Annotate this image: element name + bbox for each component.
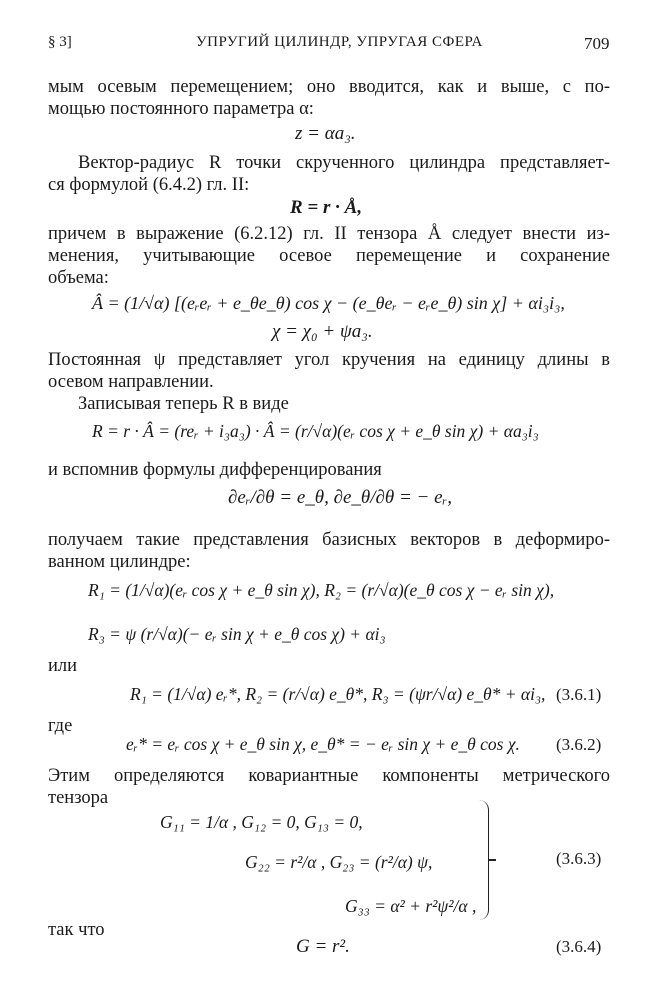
equation-3-6-4: G = r². [296, 936, 350, 957]
equation-3-6-3-row1: G₁₁ = 1/α , G₁₂ = 0, G₁₃ = 0, [160, 812, 363, 832]
text-line: мым осевым перемещением; оно вводится, как и выше, с по- [48, 77, 610, 97]
equation-chi: χ = χ₀ + ψa₃. [272, 321, 373, 342]
equation-number: (3.6.3) [556, 849, 602, 868]
equation-A-hat: Â = (1/√α) [(eᵣeᵣ + e_θe_θ) cos χ − (e_θeᵣ − eᵣe_θ) sin χ] + αi₃i₃, [92, 293, 565, 313]
text-line: осевом направлении. [48, 372, 214, 392]
equation-number: (3.6.1) [556, 685, 602, 704]
text-line: ся формулой (6.4.2) гл. II: [48, 175, 250, 195]
text-line: мощью постоянного параметра α: [48, 99, 314, 119]
equation-R3: R₃ = ψ (r/√α)(− eᵣ sin χ + e_θ cos χ) + αi₃ [88, 624, 386, 644]
text-line: Вектор-радиус R точки скрученного цилиндра представляет- [78, 153, 610, 173]
equation-number: (3.6.2) [556, 735, 602, 754]
page-number: 709 [584, 34, 610, 53]
text-line: и вспомнив формулы дифференцирования [48, 460, 382, 480]
equation-R-expanded: R = r · Â = (reᵣ + i₃a₃) · Â = (r/√α)(eᵣ cos χ + e_θ sin χ) + αa₃i₃ [92, 421, 539, 441]
equation-differentiation: ∂eᵣ/∂θ = e_θ, ∂e_θ/∂θ = − eᵣ, [228, 487, 452, 508]
running-title: УПРУГИЙ ЦИЛИНДР, УПРУГАЯ СФЕРА [196, 34, 483, 50]
text-line: получаем такие представления базисных векторов в деформиро- [48, 530, 610, 550]
text-line: объема: [48, 268, 109, 288]
equation-3-6-3-row3: G₃₃ = α² + r²ψ²/α , [345, 896, 477, 916]
equation-3-6-2: eᵣ* = eᵣ cos χ + e_θ sin χ, e_θ* = − eᵣ sin χ + e_θ cos χ. [126, 734, 520, 754]
section-mark: § 3] [48, 34, 72, 50]
text-line: Постоянная ψ представляет угол кручения на единицу длины в [48, 350, 610, 370]
text-line: Записывая теперь R в виде [78, 394, 289, 414]
equation-3-6-3-row2: G₂₂ = r²/α , G₂₃ = (r²/α) ψ, [245, 852, 433, 872]
equation-z: z = αa₃. [295, 123, 356, 144]
text-line: где [48, 716, 73, 736]
equation-R: R = r · Å, [290, 197, 363, 218]
equation-R1-R2: R₁ = (1/√α)(eᵣ cos χ + e_θ sin χ), R₂ = (r/√α)(e_θ cos χ − eᵣ sin χ), [88, 580, 555, 600]
text-line: причем в выражение (6.2.12) гл. II тензора Å следует внести из- [48, 224, 610, 244]
equation-3-6-1: R₁ = (1/√α) eᵣ*, R₂ = (r/√α) e_θ*, R₃ = (ψr/√α) e_θ* + αi₃, [130, 684, 546, 704]
text-line: ванном цилиндре: [48, 552, 191, 572]
right-brace-tip [488, 859, 496, 861]
equation-number: (3.6.4) [556, 937, 602, 956]
text-line: так что [48, 920, 105, 940]
text-line: тензора [48, 788, 109, 808]
text-line: Этим определяются ковариантные компоненты метрического [48, 766, 610, 786]
text-line: менения, учитывающие осевое перемещение и сохранение [48, 246, 610, 266]
text-line: или [48, 656, 78, 676]
